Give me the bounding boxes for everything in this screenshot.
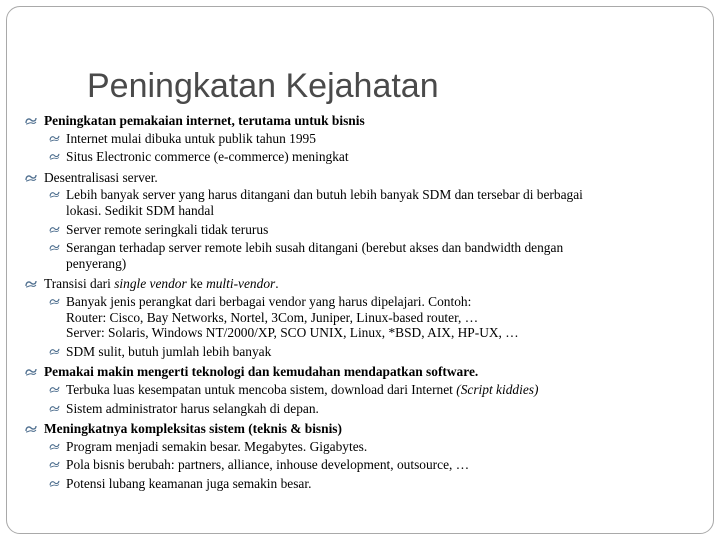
scroll-bullet-icon [25,425,37,433]
bullet-text [44,276,279,291]
bullet-item [25,276,710,292]
scroll-bullet-icon [49,443,60,450]
sub-list [25,187,710,271]
scroll-bullet-icon [25,117,37,125]
sub-list [25,439,710,492]
bullet-text-part: . [275,276,279,292]
sub-bullet-text-continued: Router: Cisco, Bay Networks, Nortel, 3Com, Juniper, Linux-based router, … [66,309,479,325]
sub-bullet-item [25,439,710,455]
sub-bullet-text-continued: penyerang) [66,255,127,271]
sub-bullet-item [25,294,710,341]
sub-list [25,382,710,416]
scroll-bullet-icon [49,153,60,160]
scroll-bullet-icon [49,480,60,487]
sub-bullet-text: Situs Electronic commerce (e-commerce) meningkat [66,149,349,165]
sub-bullet-text: Sistem administrator harus selangkah di depan. [66,400,319,416]
sub-bullet-item [25,401,710,417]
scroll-bullet-icon [49,405,60,412]
bullet-text: Pemakai makin mengerti teknologi dan kemudahan mendapatkan software. [44,364,479,380]
sub-list [25,294,710,359]
scroll-bullet-icon [25,280,37,288]
bullet-text-part: Transisi dari [44,276,115,292]
sub-bullet-text-continued: Server: Solaris, Windows NT/2000/XP, SCO UNIX, Linux, *BSD, AIX, HP-UX, … [66,325,519,341]
scroll-bullet-icon [49,461,60,468]
scroll-bullet-icon [49,135,60,142]
sub-bullet-text: SDM sulit, butuh jumlah lebih banyak [66,343,272,359]
scroll-bullet-icon [25,174,37,182]
sub-bullet-text: Potensi lubang keamanan juga semakin besar. [66,475,312,491]
sub-bullet-text-part: Terbuka luas kesempatan untuk mencoba sistem, download dari Internet [66,381,457,397]
sub-bullet-text: Serangan terhadap server remote lebih susah ditangani (berebut akses dan bandwidth dengan [66,240,564,256]
scroll-bullet-icon [49,386,60,393]
bullet-text-part: ke [186,276,207,292]
sub-bullet-item [25,222,710,238]
sub-bullet-text: Program menjadi semakin besar. Megabytes. Gigabytes. [66,438,368,454]
bullet-text: Meningkatnya kompleksitas sistem (teknis & bisnis) [44,421,342,437]
sub-bullet-item [25,240,710,271]
slide-title: Peningkatan Kejahatan [87,67,439,105]
sub-bullet-item [25,187,710,218]
sub-bullet-text: Pola bisnis berubah: partners, alliance, inhouse development, outsource, … [66,457,470,473]
sub-bullet-text-emphasis: (Script kiddies) [456,381,539,397]
sub-bullet-text: Internet mulai dibuka untuk publik tahun 1995 [66,130,316,146]
sub-bullet-text [66,382,538,397]
sub-bullet-text-continued: lokasi. Sedikit SDM handal [66,202,215,218]
sub-bullet-text: Banyak jenis perangkat dari berbagai vendor yang harus dipelajari. Contoh: [66,293,472,309]
sub-bullet-item [25,344,710,360]
scroll-bullet-icon [49,348,60,355]
bullet-text: Peningkatan pemakaian internet, terutama untuk bisnis [44,113,365,128]
bullet-item [25,364,710,380]
bullet-item [25,113,710,129]
sub-bullet-item [25,149,710,165]
sub-bullet-text: Server remote seringkali tidak terurus [66,221,269,237]
slide [6,6,714,534]
sub-list [25,131,710,165]
sub-bullet-item [25,382,710,398]
scroll-bullet-icon [49,244,60,251]
bullet-item [25,170,710,186]
scroll-bullet-icon [49,298,60,305]
sub-bullet-text: Lebih banyak server yang harus ditangani dan butuh lebih banyak SDM dan tersebar di berbagai [66,187,583,203]
scroll-bullet-icon [49,226,60,233]
sub-bullet-item [25,131,710,147]
bullet-text-emphasis: multi-vendor [206,276,276,292]
scroll-bullet-icon [49,191,60,198]
bullet-item [25,421,710,437]
bullet-text: Desentralisasi server. [44,169,158,185]
scroll-bullet-icon [25,368,37,376]
sub-bullet-item [25,457,710,473]
bullet-text-emphasis: single vendor [114,276,187,292]
sub-bullet-item [25,476,710,492]
slide-content [25,113,710,491]
